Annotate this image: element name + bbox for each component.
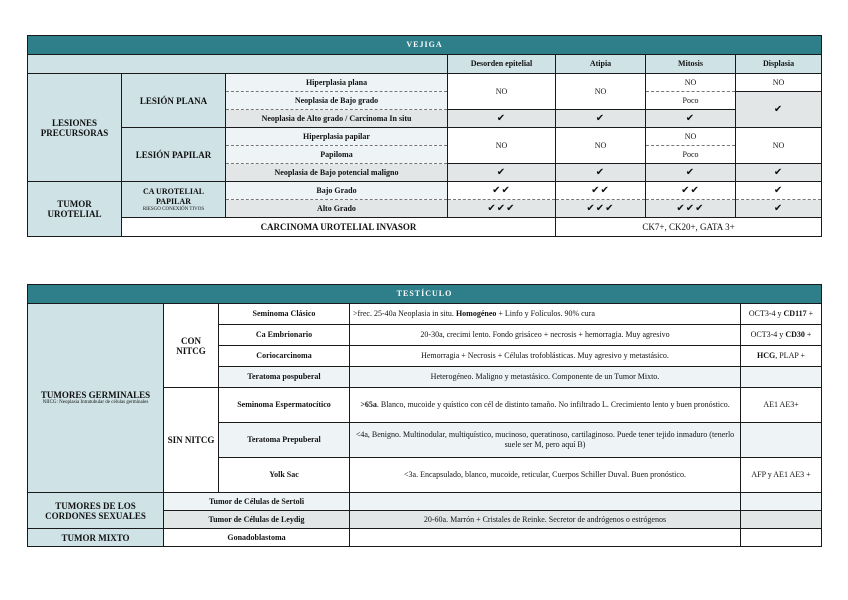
vejiga-table xyxy=(27,35,822,237)
bajo-potencial-mitosis-check: ✔ xyxy=(646,164,736,182)
plana-displasia-check: ✔ xyxy=(736,92,822,128)
tumores-germinales-title: TUMORES GERMINALES xyxy=(40,390,151,400)
seminoma-clasico-marker-post: + xyxy=(806,309,814,318)
plana-desorden-value: NO xyxy=(448,74,556,110)
ca-embrionario-marker-pre: OCT3-4 y xyxy=(750,330,786,339)
coriocarcinoma-marker-post: , PLAP + xyxy=(775,351,806,360)
row-neoplasia-alto-grado: Neoplasia de Alto grado / Carcinoma In situ xyxy=(226,110,448,128)
row-alto-grado: Alto Grado xyxy=(226,200,448,218)
row-leydig: Tumor de Células de Leydig xyxy=(164,511,350,529)
papilar-displasia-value: NO xyxy=(736,128,822,164)
ca-urotelial-papilar-sub: RIESGO CONEXIÓN TIVOS xyxy=(142,206,205,212)
row-neoplasia-bajo-grado: Neoplasia de Bajo grado xyxy=(226,92,448,110)
teratoma-prepuberal-marker xyxy=(741,423,822,458)
row-yolk-sac: Yolk Sac xyxy=(219,458,350,493)
seminoma-clasico-marker-bold: CD117 xyxy=(783,309,807,318)
hiperplasia-plana-displasia: NO xyxy=(736,74,822,92)
seminoma-clasico-desc xyxy=(350,304,741,325)
coriocarcinoma-marker xyxy=(741,346,822,367)
carcinoma-invasor-label: CARCINOMA UROTELIAL INVASOR xyxy=(122,218,556,237)
bajo-grado-atipia-check: ✔✔ xyxy=(556,182,646,200)
row-bajo-grado: Bajo Grado xyxy=(226,182,448,200)
row-hiperplasia-papilar: Hiperplasia papilar xyxy=(226,128,448,146)
bajo-potencial-displasia-check: ✔ xyxy=(736,164,822,182)
col-header-atipia: Atipia xyxy=(556,55,646,74)
row-coriocarcinoma: Coriocarcinoma xyxy=(219,346,350,367)
row-teratoma-prepuberal: Teratoma Prepuberal xyxy=(219,423,350,458)
papiloma-mitosis: Poco xyxy=(646,146,736,164)
sertoli-desc xyxy=(350,493,741,511)
seminoma-clasico-desc-post: + Linfo y Folículos. 90% cura xyxy=(496,309,595,318)
testiculo-title: TESTÍCULO xyxy=(28,285,822,304)
seminoma-espermatocitico-marker: AE1 AE3+ xyxy=(741,388,822,423)
teratoma-prepuberal-desc: <4a, Benigno. Multinodular, multiquístico, mucinoso, queratinoso, cartilaginoso. Puede tener tejido inmaduro (tenerlo suele ser M, pero aquí B) xyxy=(350,423,741,458)
row-ca-embrionario: Ca Embrionario xyxy=(219,325,350,346)
seminoma-espermatocitico-desc-post: . Blanco, mucoide y quístico con cél de distinto tamaño. No infiltrado L. Crecimiento lento y buen pronóstico. xyxy=(376,400,730,409)
row-teratoma-pospuberal: Teratoma pospuberal xyxy=(219,367,350,388)
vejiga-title: VEJIGA xyxy=(28,36,822,55)
seminoma-espermatocitico-desc-bold: >65a xyxy=(360,400,377,409)
gonadoblastoma-desc xyxy=(350,529,741,547)
row-seminoma-clasico: Seminoma Clásico xyxy=(219,304,350,325)
bajo-grado-displasia-check: ✔ xyxy=(736,182,822,200)
tumor-urotelial-label: TUMOR UROTELIAL xyxy=(28,182,122,237)
col-header-displasia: Displasia xyxy=(736,55,822,74)
row-sertoli: Tumor de Células de Sertoli xyxy=(164,493,350,511)
tumores-germinales-label xyxy=(28,304,164,493)
coriocarcinoma-desc-pre: Hemorragia + Necrosis + Células trofoblásticas. Muy agresivo y metastásico. xyxy=(421,351,669,360)
papilar-atipia-value: NO xyxy=(556,128,646,164)
yolk-sac-desc: <3a. Encapsulado, blanco, mucoide, reticular, Cuerpos Schiller Duval. Buen pronóstico. xyxy=(350,458,741,493)
neoplasia-bajo-grado-mitosis: Poco xyxy=(646,92,736,110)
tumor-mixto-label: TUMOR MIXTO xyxy=(28,529,164,547)
yolk-sac-marker: AFP y AE1 AE3 + xyxy=(741,458,822,493)
seminoma-clasico-marker xyxy=(741,304,822,325)
alto-grado-t-atipia-check: ✔✔✔ xyxy=(556,200,646,218)
ca-urotelial-papilar-title: CA UROTELIAL PAPILAR xyxy=(142,186,205,206)
col-header-desorden: Desorden epitelial xyxy=(448,55,556,74)
ca-embrionario-marker xyxy=(741,325,822,346)
row-neoplasia-bajo-potencial: Neoplasia de Bajo potencial maligno xyxy=(226,164,448,182)
alto-grado-mitosis-check: ✔ xyxy=(646,110,736,128)
seminoma-espermatocitico-desc xyxy=(350,388,741,423)
gonadoblastoma-marker xyxy=(741,529,822,547)
bajo-potencial-atipia-check: ✔ xyxy=(556,164,646,182)
ca-embrionario-desc-pre: 20-30a, crecimi lento. Fondo grisáceo + necrosis + hemorragia. Muy agresivo xyxy=(420,330,670,339)
bajo-potencial-desorden-check: ✔ xyxy=(448,164,556,182)
ca-embrionario-marker-bold: CD30 xyxy=(785,330,805,339)
row-seminoma-espermatocitico: Seminoma Espermatocítico xyxy=(219,388,350,423)
seminoma-clasico-desc-bold: Homogéneo xyxy=(455,309,497,318)
leydig-marker xyxy=(741,511,822,529)
coriocarcinoma-desc xyxy=(350,346,741,367)
lesion-plana-label: LESIÓN PLANA xyxy=(122,74,226,128)
row-hiperplasia-plana: Hiperplasia plana xyxy=(226,74,448,92)
seminoma-clasico-marker-pre: OCT3-4 y xyxy=(748,309,784,318)
papilar-desorden-value: NO xyxy=(448,128,556,164)
ca-urotelial-papilar-label xyxy=(122,182,226,218)
ca-embrionario-marker-post: + xyxy=(804,330,812,339)
hiperplasia-plana-mitosis: NO xyxy=(646,74,736,92)
sin-nitcg-label: SIN NITCG xyxy=(164,388,219,493)
teratoma-pospuberal-marker xyxy=(741,367,822,388)
con-nitcg-label: CON NITCG xyxy=(164,304,219,388)
vejiga-header-blank xyxy=(28,55,448,74)
leydig-desc: 20-60a. Marrón + Cristales de Reinke. Secretor de andrógenos o estrógenos xyxy=(350,511,741,529)
alto-grado-desorden-check: ✔ xyxy=(448,110,556,128)
alto-grado-atipia-check: ✔ xyxy=(556,110,646,128)
plana-atipia-value: NO xyxy=(556,74,646,110)
sertoli-marker xyxy=(741,493,822,511)
alto-grado-t-desorden-check: ✔✔✔ xyxy=(448,200,556,218)
lesiones-precursoras-label: LESIONES PRECURSORAS xyxy=(28,74,122,182)
lesion-papilar-label: LESIÓN PAPILAR xyxy=(122,128,226,182)
alto-grado-t-displasia-check: ✔ xyxy=(736,200,822,218)
testiculo-table xyxy=(27,284,822,547)
bajo-grado-mitosis-check: ✔✔ xyxy=(646,182,736,200)
alto-grado-t-mitosis-check: ✔✔✔ xyxy=(646,200,736,218)
tumores-germinales-sub: NIICG: Neoplasia Intratubular de células germinales xyxy=(42,400,149,405)
coriocarcinoma-marker-bold: HCG xyxy=(757,351,776,360)
hiperplasia-papilar-mitosis: NO xyxy=(646,128,736,146)
ca-embrionario-desc xyxy=(350,325,741,346)
row-papiloma: Papiloma xyxy=(226,146,448,164)
seminoma-clasico-desc-pre: >frec. 25-40a Neoplasia in situ. xyxy=(353,309,456,318)
col-header-mitosis: Mitosis xyxy=(646,55,736,74)
row-gonadoblastoma: Gonadoblastoma xyxy=(164,529,350,547)
carcinoma-invasor-markers: CK7+, CK20+, GATA 3+ xyxy=(556,218,822,237)
bajo-grado-desorden-check: ✔✔ xyxy=(448,182,556,200)
cordones-sexuales-label: TUMORES DE LOS CORDONES SEXUALES xyxy=(28,493,164,529)
teratoma-pospuberal-desc: Heterogéneo. Maligno y metastásico. Componente de un Tumor Mixto. xyxy=(350,367,741,388)
